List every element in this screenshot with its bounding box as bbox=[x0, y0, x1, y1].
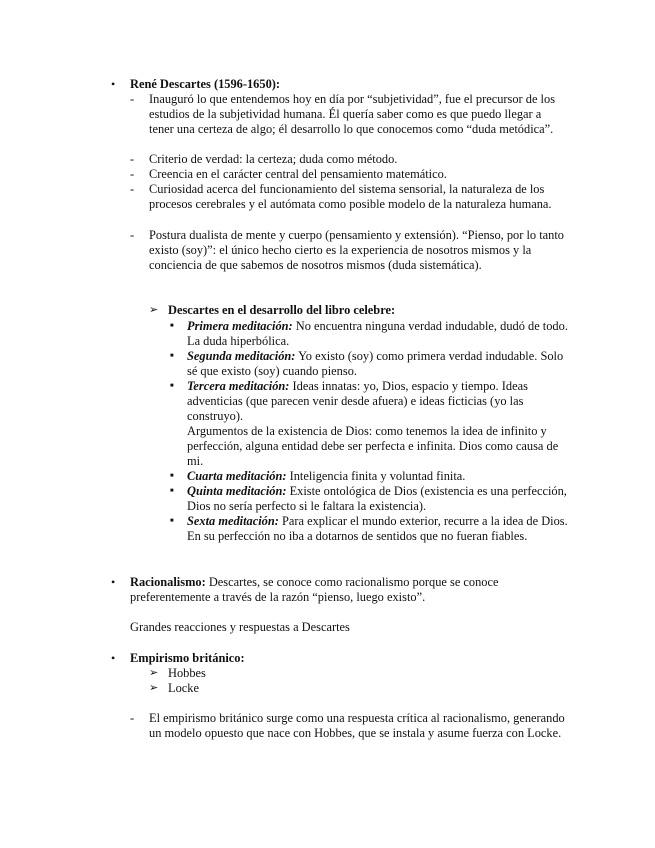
meditation-2-text: Yo existo (soy) como primera verdad indudable. Solo sé que existo (soy) cuando pienso. bbox=[187, 349, 564, 378]
dash-icon: - bbox=[130, 711, 135, 725]
bullet-icon: • bbox=[111, 575, 116, 589]
descartes-item-4: Curiosidad acerca del funcionamiento del sistema sensorial, la naturaleza de los procesos cerebrales y el autómata como posible modelo de la naturaleza humana. bbox=[149, 182, 552, 211]
meditation-4-title: Cuarta meditación: bbox=[187, 469, 287, 483]
empirismo-heading: Empirismo británico: bbox=[130, 651, 245, 665]
meditation-5-title: Quinta meditación: bbox=[187, 484, 287, 498]
meditation-5 bbox=[187, 484, 569, 514]
arrow-bullet-icon: ➢ bbox=[149, 304, 159, 316]
meditation-3 bbox=[187, 379, 569, 424]
meditation-4 bbox=[187, 469, 569, 484]
dash-icon: - bbox=[130, 182, 135, 196]
square-bullet-icon: ■ bbox=[170, 383, 174, 389]
square-bullet-icon: ■ bbox=[170, 518, 174, 524]
arrow-bullet-icon: ➢ bbox=[149, 667, 159, 679]
meditation-6-text: Para explicar el mundo exterior, recurre a la idea de Dios. En su perfección no iba a dotarnos de sentidos que no fueran fiables. bbox=[187, 514, 568, 543]
racionalismo-paragraph bbox=[130, 575, 570, 605]
author-hobbes: Hobbes bbox=[168, 666, 206, 680]
square-bullet-icon: ■ bbox=[170, 353, 174, 359]
bullet-icon: • bbox=[111, 77, 116, 91]
meditation-1 bbox=[187, 319, 569, 349]
descartes-item-3: Creencia en el carácter central del pensamiento matemático. bbox=[149, 167, 447, 181]
reacciones-line: Grandes reacciones y respuestas a Descartes bbox=[130, 620, 350, 634]
book-heading: Descartes en el desarrollo del libro celebre: bbox=[168, 303, 396, 317]
meditation-1-title: Primera meditación: bbox=[187, 319, 293, 333]
meditation-2 bbox=[187, 349, 569, 379]
dash-icon: - bbox=[130, 167, 135, 181]
square-bullet-icon: ■ bbox=[170, 473, 174, 479]
square-bullet-icon: ■ bbox=[170, 323, 174, 329]
racionalismo-text: Descartes, se conoce como racionalismo porque se conoce preferentemente a través de la razón “pienso, luego existo”. bbox=[130, 575, 499, 604]
meditation-4-text: Inteligencia finita y voluntad finita. bbox=[286, 469, 466, 483]
meditation-3-text: Ideas innatas: yo, Dios, espacio y tiempo. Ideas adventicias (que parecen venir desde afuera) e ideas ficticias (yo las construyo). bbox=[187, 379, 528, 423]
dash-icon: - bbox=[130, 228, 135, 242]
meditation-5-text: Existe ontológica de Dios (existencia es una perfección, Dios no sería perfecto si le faltara la existencia). bbox=[187, 484, 567, 513]
racionalismo-label: Racionalismo: bbox=[130, 575, 206, 589]
square-bullet-icon: ■ bbox=[170, 488, 174, 494]
meditation-3-title: Tercera meditación: bbox=[187, 379, 290, 393]
meditation-6-title: Sexta meditación: bbox=[187, 514, 279, 528]
arrow-bullet-icon: ➢ bbox=[149, 682, 159, 694]
descartes-item-2: Criterio de verdad: la certeza; duda como método. bbox=[149, 152, 398, 166]
dash-icon: - bbox=[130, 152, 135, 166]
dash-icon: - bbox=[130, 92, 135, 106]
bullet-icon: • bbox=[111, 651, 116, 665]
author-locke: Locke bbox=[168, 681, 199, 695]
meditation-6 bbox=[187, 514, 569, 544]
empirismo-note: El empirismo británico surge como una respuesta crítica al racionalismo, generando un modelo opuesto que nace con Hobbes, que se instala y asume fuerza con Locke. bbox=[149, 711, 565, 740]
descartes-heading: René Descartes (1596-1650): bbox=[130, 77, 281, 91]
meditation-2-title: Segunda meditación: bbox=[187, 349, 296, 363]
meditation-3-extra: Argumentos de la existencia de Dios: como tenemos la idea de infinito y perfección, alguna entidad debe ser perfecta e infinita. Dios como causa de mi. bbox=[187, 424, 559, 468]
meditation-1-text: No encuentra ninguna verdad indudable, dudó de todo. La duda hiperbólica. bbox=[187, 319, 568, 348]
descartes-item-5: Postura dualista de mente y cuerpo (pensamiento y extensión). “Pienso, por lo tanto existo (soy)”: el único hecho cierto es la experiencia de nosotros mismos y la conciencia de que sabemos de nosotros mismos (duda sistemática). bbox=[149, 228, 564, 272]
descartes-item-1: Inauguró lo que entendemos hoy en día por “subjetividad”, fue el precursor de los estudios de la subjetividad humana. Él quería saber como es que puedo llegar a tener una certeza de algo; él desarrollo lo que conocemos como “duda metódica”. bbox=[149, 92, 556, 136]
